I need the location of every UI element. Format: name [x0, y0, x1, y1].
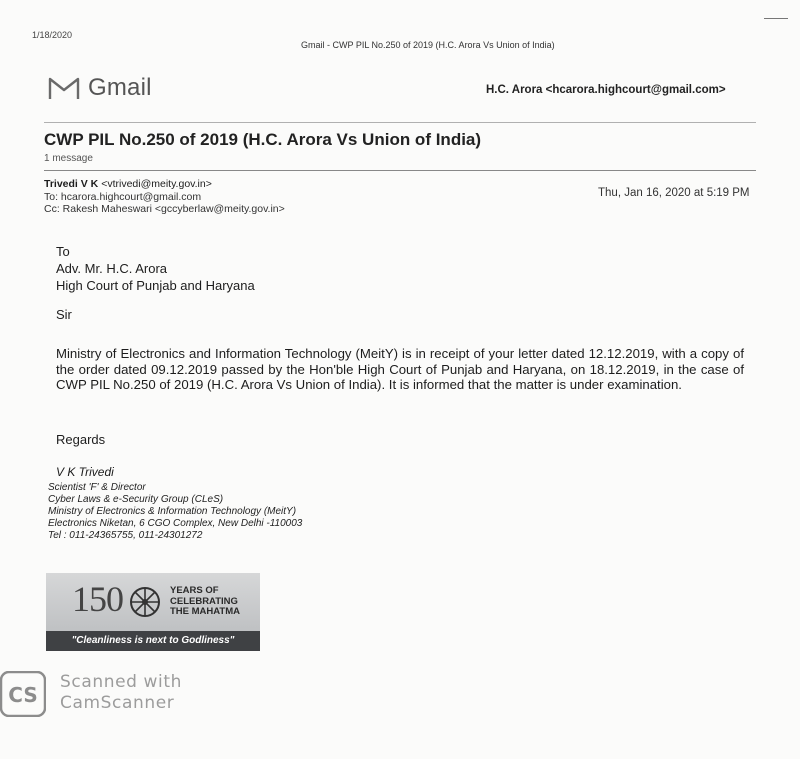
banner-slogan: "Cleanliness is next to Godliness" [46, 631, 260, 651]
camscanner-logo-text: CS [8, 683, 38, 707]
signature-line: Scientist 'F' & Director [48, 482, 146, 493]
divider [44, 122, 756, 123]
sender-line [44, 178, 212, 190]
message-count: 1 message [44, 153, 93, 164]
gmail-logo [48, 74, 152, 102]
watermark-line-1: Scanned with [60, 672, 183, 692]
recipient-cc: Cc: Rakesh Maheswari <gccyberlaw@meity.gov.in> [44, 203, 285, 215]
banner-caption [170, 586, 240, 618]
account-address: H.C. Arora <hcarora.highcourt@gmail.com> [486, 84, 726, 96]
gmail-wordmark: Gmail [88, 74, 152, 101]
banner-number: 150 [72, 579, 123, 619]
print-date: 1/18/2020 [32, 30, 73, 40]
signature-line: Electronics Niketan, 6 CGO Complex, New Delhi -110003 [48, 518, 303, 529]
gandhi-150-banner [46, 573, 260, 651]
sender-name: Trivedi V K [44, 178, 99, 190]
sent-date: Thu, Jan 16, 2020 at 5:19 PM [598, 187, 750, 199]
print-title: Gmail - CWP PIL No.250 of 2019 (H.C. Arora Vs Union of India) [301, 40, 555, 50]
camscanner-watermark [60, 672, 182, 714]
closing: Regards [56, 432, 106, 447]
signature-line: Tel : 011-24365755, 011-24301272 [48, 530, 203, 541]
charkha-wheel-icon [128, 585, 162, 619]
salutation: Sir [56, 307, 72, 322]
camscanner-logo-icon [0, 671, 46, 717]
watermark-line-2: CamScanner [60, 693, 175, 713]
addressee-to: To [56, 244, 70, 259]
addressee-court: High Court of Punjab and Haryana [56, 278, 255, 293]
body-paragraph: Ministry of Electronics and Information Technology (MeitY) is in receipt of your letter dated 12.12.2019, with a copy of the order dated 09.12.2019 passed by the Hon'ble High Court of Punjab and Haryana, on 18.12.2019, in the case of CWP PIL No.250 of 2019 (H.C. Arora Vs Union of India). It is informed that the matter is under examination. [56, 346, 744, 392]
page-corner-mark [764, 18, 788, 19]
banner-line-3: THE MAHATMA [170, 606, 241, 617]
signature-line: Cyber Laws & e-Security Group (CLeS) [48, 494, 224, 505]
signature-name: V K Trivedi [56, 465, 114, 479]
banner-line-1: YEARS OF [170, 585, 219, 596]
recipient-to: To: hcarora.highcourt@gmail.com [44, 191, 202, 203]
gmail-m-icon [48, 76, 80, 100]
email-subject: CWP PIL No.250 of 2019 (H.C. Arora Vs Union of India) [44, 130, 482, 149]
divider [44, 170, 756, 171]
signature-line: Ministry of Electronics & Information Technology (MeitY) [48, 506, 297, 517]
banner-line-2: CELEBRATING [170, 595, 238, 607]
sender-email: <vtrivedi@meity.gov.in> [101, 178, 212, 190]
addressee-name: Adv. Mr. H.C. Arora [56, 261, 168, 276]
